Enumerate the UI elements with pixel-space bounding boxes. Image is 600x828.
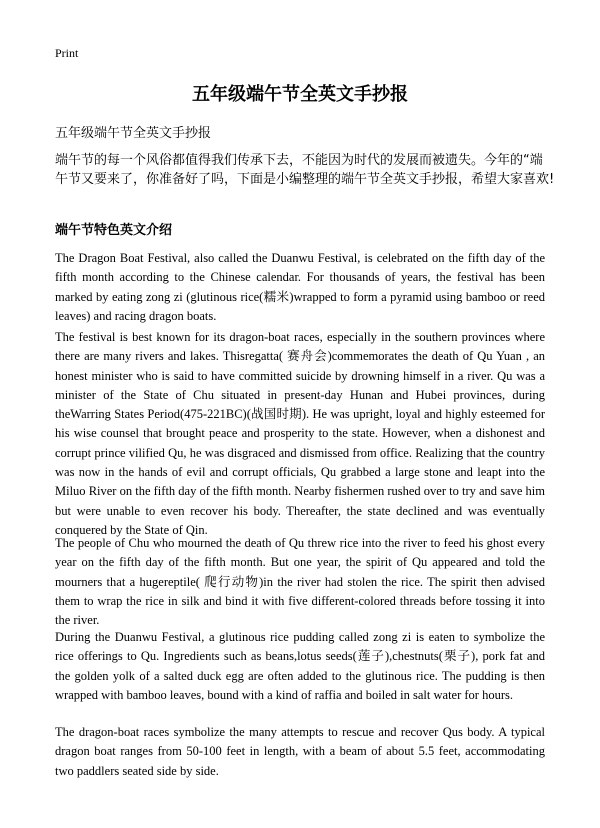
intro-paragraph: 端午节的每一个风俗都值得我们传承下去，不能因为时代的发展而被遗失。今年的“端午节又要来了，你准备好了吗，下面是小编整理的端午节全英文手抄报，希望大家喜欢!	[55, 153, 555, 187]
body-paragraph: The people of Chu who mourned the death of Qu threw rice into the river to feed his ghost every year on the fifth day of the fifth month. But one year, the spirit of Qu appeared and told the mourners that a hugereptile( 爬行动物)in the river had stolen the rice. The spirit then advised them to wrap the rice in silk and bind it with five different-colored threads before tossing it into the river.	[55, 536, 545, 628]
section-heading: 端午节特色英文介绍	[55, 223, 173, 238]
page-title: 五年级端午节全英文手抄报	[192, 84, 408, 105]
body-paragraph: The dragon-boat races symbolize the many attempts to rescue and recover Qus body. A typical dragon boat ranges from 50-100 feet in length, with a beam of about 5.5 feet, accommodating two paddlers seated side by side.	[55, 725, 545, 778]
body-paragraph: The festival is best known for its dragon-boat races, especially in the southern provinces where there are many rivers and lakes. Thisregatta( 赛舟会)commemorates the death of Qu Yuan , an honest minister who is said to have committed suicide by drowning himself in a river. Qu was a minister of the State of Chu situated in present-day Hunan and Hubei provinces, during theWarring States Period(475-221BC)(战国时期). He was upright, loyal and highly esteemed for his wise counsel that brought peace and prosperity to the state. However, when a dishonest and corrupt prince vilified Qu, he was disgraced and dismissed from office. Realizing that the country was now in the hands of evil and corrupt officials, Qu grabbed a large stone and leapt into the Miluo River on the fifth day of the fifth month. Nearby fishermen rushed over to try and save him but were unable to even recover his body. Thereafter, the state declined and was eventually conquered by the State of Qin.	[55, 330, 545, 537]
body-paragraph: The Dragon Boat Festival, also called the Duanwu Festival, is celebrated on the fifth day of the fifth month according to the Chinese calendar. For thousands of years, the festival has been marked by eating zong zi (glutinous rice(糯米)wrapped to form a pyramid using bamboo or reed leaves) and racing dragon boats.	[55, 251, 545, 323]
subtitle: 五年级端午节全英文手抄报	[55, 126, 212, 141]
print-link[interactable]: Print	[55, 46, 79, 60]
body-paragraph: During the Duanwu Festival, a glutinous rice pudding called zong zi is eaten to symbolize the rice offerings to Qu. Ingredients such as beans,lotus seeds(莲子),chestnuts(栗子), pork fat and the golden yolk of a salted duck egg are often added to the glutinous rice. The pudding is then wrapped with bamboo leaves, bound with a kind of raffia and boiled in salt water for hours.	[55, 630, 545, 702]
